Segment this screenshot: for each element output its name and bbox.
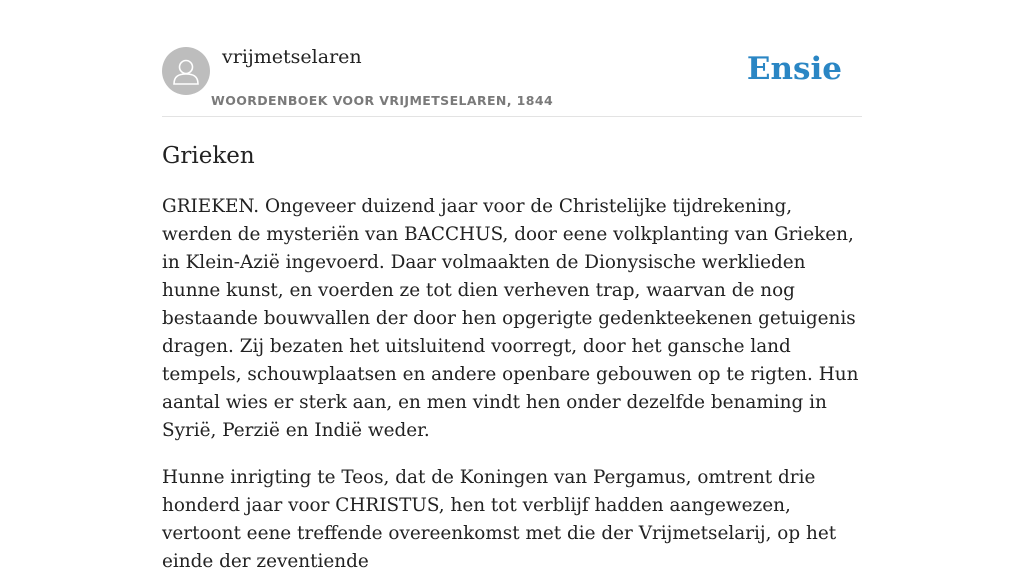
user-icon <box>162 47 210 95</box>
article-paragraph: Hunne inrigting te Teos, dat de Koningen van Pergamus, omtrent drie honderd jaar voor CHRISTUS, hen tot verblijf hadden aangewezen, vertoont eene treffende overeenkomst met die der Vrijmetselarij, op het einde der zeventiende <box>162 467 837 572</box>
source-label[interactable]: WOORDENBOEK VOOR VRIJMETSELAREN, 1844 <box>211 93 554 108</box>
article-paragraph: GRIEKEN. Ongeveer duizend jaar voor de Christelijke tijdrekening, werden de mysteriën van BACCHUS, door eene volkplanting van Grieken, in Klein-Azië ingevoerd. Daar volmaakten de Dionysische werklieden hunne kunst, en voerden ze tot dien verheven trap, waarvan de nog bestaande bouwvallen der door hen opgerigte gedenkteekenen getuigenis dragen. Zij bezaten het uitsluitend voorregt, door het gansche land tempels, schouwplaatsen en andere openbare gebouwen op te rigten. Hun aantal wies er sterk aan, en men vindt hen onder dezelfde benaming in Syrië, Perzië en Indië weder. <box>162 196 859 441</box>
author-avatar[interactable] <box>162 47 210 95</box>
author-name[interactable]: vrijmetselaren <box>222 46 362 68</box>
brand-logo[interactable]: Ensie <box>746 51 842 87</box>
article-title: Grieken <box>162 143 255 169</box>
article-container <box>162 0 862 576</box>
article-header <box>162 0 862 117</box>
